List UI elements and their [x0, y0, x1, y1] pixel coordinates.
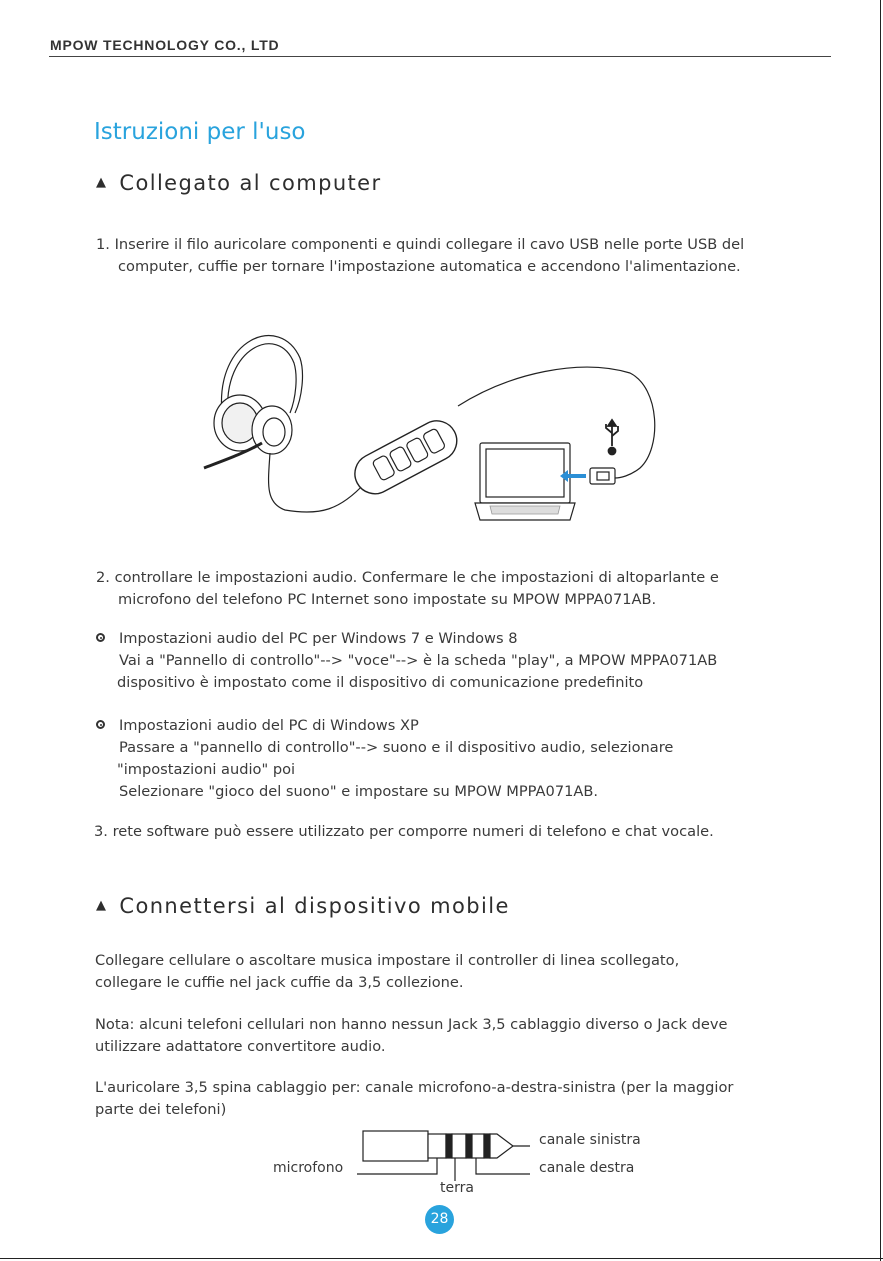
label-right-channel: canale destra [539, 1160, 635, 1176]
jack-tip [490, 1134, 513, 1158]
section-heading-mobile [96, 894, 510, 918]
page-frame-right [880, 0, 881, 1261]
inline-controller [348, 414, 464, 501]
windows-7-8-instructions: Impostazioni audio del PC per Windows 7 e Windows 8 Vai a "Pannello di controllo"--> "voce"--> è la scheda "play", a MPOW MPPA071AB dispositivo è impostato come il dispositivo di comunicazione predefinito [117, 630, 718, 691]
label-left-channel: canale sinistra [539, 1132, 641, 1148]
header-rule [49, 56, 831, 57]
section-heading-text: Connettersi al dispositivo mobile [119, 894, 510, 918]
bullet-circle-icon [96, 633, 105, 642]
section-heading-text: Collegato al computer [119, 171, 382, 195]
page-number: 28 [425, 1205, 454, 1234]
step-1-text: 1. Inserire il filo auricolare componenti e quindi collegare il cavo USB nelle porte USB del computer, cuffie per tornare l'impostazione automatica e accendono l'alimentazione. [96, 236, 745, 275]
triangle-up-icon: ▲ [96, 898, 108, 913]
label-ground: terra [440, 1180, 474, 1196]
mobile-paragraph-note: Nota: alcuni telefoni cellulari non hanno nessun Jack 3,5 cablaggio diverso o Jack deve utilizzare adattatore convertitore audio. [95, 1016, 728, 1055]
company-header: MPOW TECHNOLOGY CO., LTD [50, 37, 280, 53]
jack-handle [363, 1131, 428, 1161]
windows-xp-instructions: Impostazioni audio del PC di Windows XP Passare a "pannello di controllo"--> suono e il dispositivo audio, selezionare "impostazioni audio" poi Selezionare "gioco del suono" e impostare su MPOW MPPA071AB. [117, 717, 674, 800]
step-2-text: 2. controllare le impostazioni audio. Confermare le che impostazioni di altoparlante e microfono del telefono PC Internet sono impostate su MPOW MPPA071AB. [96, 569, 719, 608]
headset-computer-illustration [190, 318, 680, 528]
page-frame-bottom [0, 1258, 883, 1259]
triangle-up-icon: ▲ [96, 175, 108, 190]
usb-plug [590, 468, 615, 484]
step-3-text: 3. rete software può essere utilizzato per comporre numeri di telefono e chat vocale. [94, 823, 714, 840]
page-title: Istruzioni per l'uso [94, 119, 306, 145]
label-microphone: microfono [273, 1160, 344, 1176]
mobile-paragraph-plug: L'auricolare 3,5 spina cablaggio per: canale microfono-a-destra-sinistra (per la maggior parte dei telefoni) [95, 1079, 734, 1118]
section-heading-computer [96, 171, 382, 195]
usb-icon [606, 420, 618, 455]
cable-lower [269, 453, 365, 512]
mobile-paragraph-1: Collegare cellulare o ascoltare musica impostare il controller di linea scollegato, collegare le cuffie nel jack cuffie da 3,5 collezione. [95, 952, 680, 991]
bullet-circle-icon [96, 720, 105, 729]
